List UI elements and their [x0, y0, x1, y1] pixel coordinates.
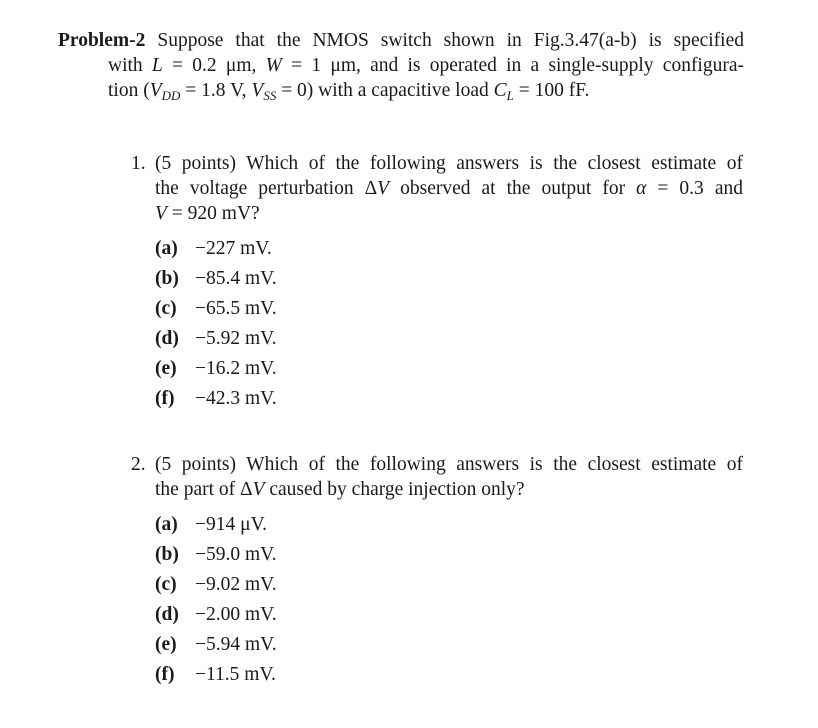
answer-option[interactable]: (d) −5.92 mV.	[155, 328, 277, 349]
problem-line-3: tion ($V_{DD} = 1.8$ V, $V_{SS} = 0$) with a capacitive load $C_L = 100$ fF.	[108, 80, 590, 103]
answer-option[interactable]: (c) −65.5 mV.	[155, 298, 277, 319]
answer-option[interactable]: (b) −59.0 mV.	[155, 544, 277, 565]
question-2	[131, 452, 743, 690]
question-text	[155, 151, 743, 226]
answer-option[interactable]: (e) −16.2 mV.	[155, 358, 277, 379]
problem-rest	[58, 53, 744, 103]
problem-statement	[58, 28, 744, 103]
answer-options	[155, 234, 743, 414]
question-number: 2.	[131, 454, 146, 475]
question-line-2: the part of ΔV caused by charge injection only?	[155, 479, 525, 500]
answer-option[interactable]: (a) −914 μV.	[155, 514, 268, 535]
question-line-1: (5 points) Which of the following answers is the closest estimate of	[155, 153, 743, 174]
answer-option[interactable]: (d) −2.00 mV.	[155, 604, 277, 625]
answer-option[interactable]: (e) −5.94 mV.	[155, 634, 277, 655]
answer-option[interactable]: (c) −9.02 mV.	[155, 574, 277, 595]
question-1	[131, 151, 743, 414]
question-number: 1.	[131, 153, 146, 174]
problem-line-2: with L = 0.2 μm, W = 1 μm, and is operated in a single-supply configura-	[108, 55, 744, 76]
answer-option[interactable]: (a) −227 mV.	[155, 238, 272, 259]
answer-option[interactable]: (f) −11.5 mV.	[155, 664, 276, 685]
problem-line-1: Problem-2 Suppose that the NMOS switch shown in Fig.3.47(a-b) is specified	[58, 30, 744, 51]
question-line-3: V = 920 mV?	[155, 203, 260, 224]
answer-option[interactable]: (f) −42.3 mV.	[155, 388, 277, 409]
question-line-2: the voltage perturbation ΔV observed at the output for α = 0.3 and	[155, 178, 743, 199]
question-line-1: (5 points) Which of the following answers is the closest estimate of	[155, 454, 743, 475]
problem-id: Problem-2	[58, 30, 146, 51]
question-text	[155, 452, 743, 502]
answer-option[interactable]: (b) −85.4 mV.	[155, 268, 277, 289]
answer-options	[155, 510, 743, 690]
